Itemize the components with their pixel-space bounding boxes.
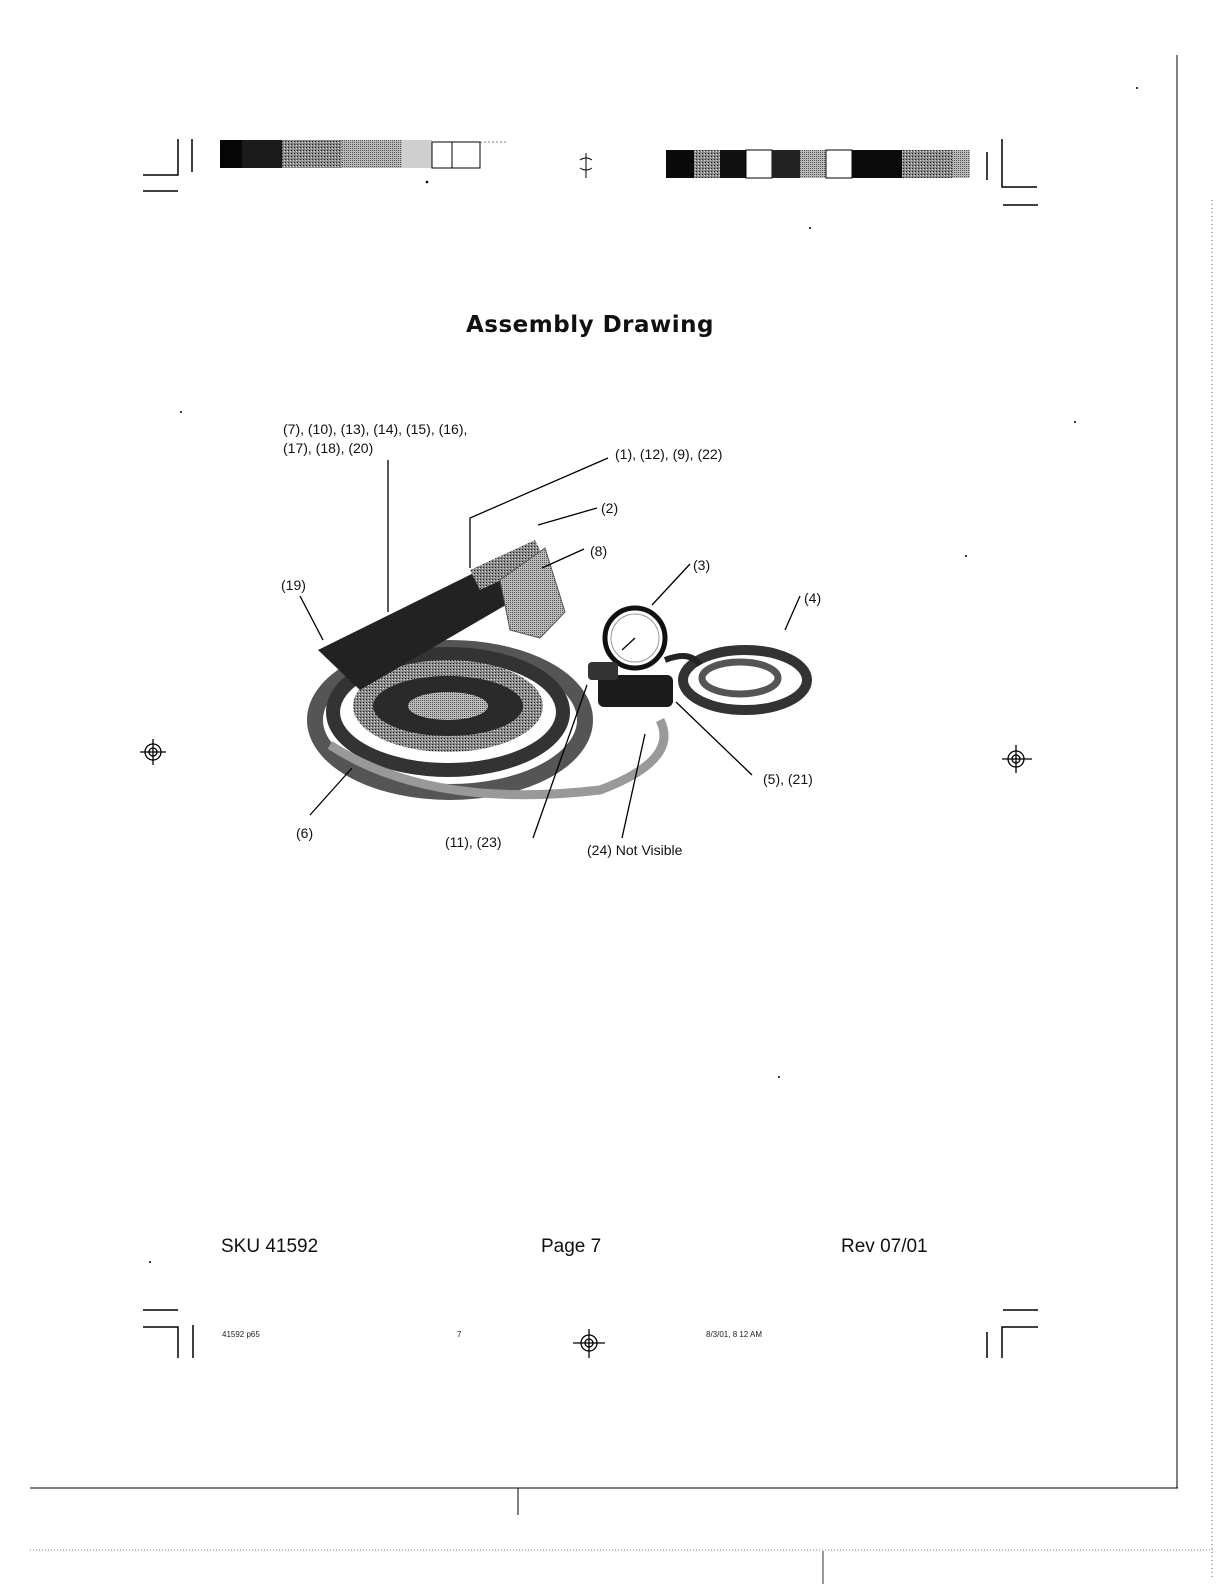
slug-filename: 41592 p65 — [222, 1330, 260, 1339]
page-edges — [30, 55, 1215, 1584]
registration-mark-left — [140, 739, 166, 765]
footer-sku: SKU 41592 — [221, 1236, 319, 1257]
callout-6: (6) — [296, 825, 314, 841]
color-bar-left — [220, 140, 506, 183]
callout-24: (24) Not Visible — [587, 842, 683, 858]
callout-19: (19) — [281, 577, 306, 593]
crop-mark-bottom-right — [987, 1310, 1038, 1358]
callout-4: (4) — [804, 590, 822, 606]
crop-mark-top-right — [987, 139, 1038, 205]
callout-11: (11), (23) — [445, 834, 502, 850]
crop-mark-top-left — [143, 139, 192, 191]
callout-top-group-line2: (17), (18), (20) — [283, 440, 374, 456]
callout-1: (1), (12), (9), (22) — [615, 446, 723, 462]
callout-2: (2) — [601, 500, 619, 516]
callout-8: (8) — [590, 543, 608, 559]
callout-3: (3) — [693, 557, 711, 573]
color-bar-right — [666, 150, 970, 178]
top-center-mark — [580, 153, 592, 178]
crop-mark-bottom-left — [143, 1310, 193, 1358]
footer-revision: Rev 07/01 — [841, 1236, 928, 1257]
footer-page: Page 7 — [541, 1236, 602, 1257]
page-title: Assembly Drawing — [465, 312, 715, 338]
registration-mark-bottom — [573, 1329, 605, 1358]
slug-datetime: 8/3/01, 8 12 AM — [706, 1330, 763, 1339]
registration-mark-right — [1002, 745, 1032, 773]
callout-top-group-line1: (7), (10), (13), (14), (15), (16), — [283, 421, 468, 437]
callout-5: (5), (21) — [763, 771, 813, 787]
slug-page-number: 7 — [457, 1330, 462, 1339]
